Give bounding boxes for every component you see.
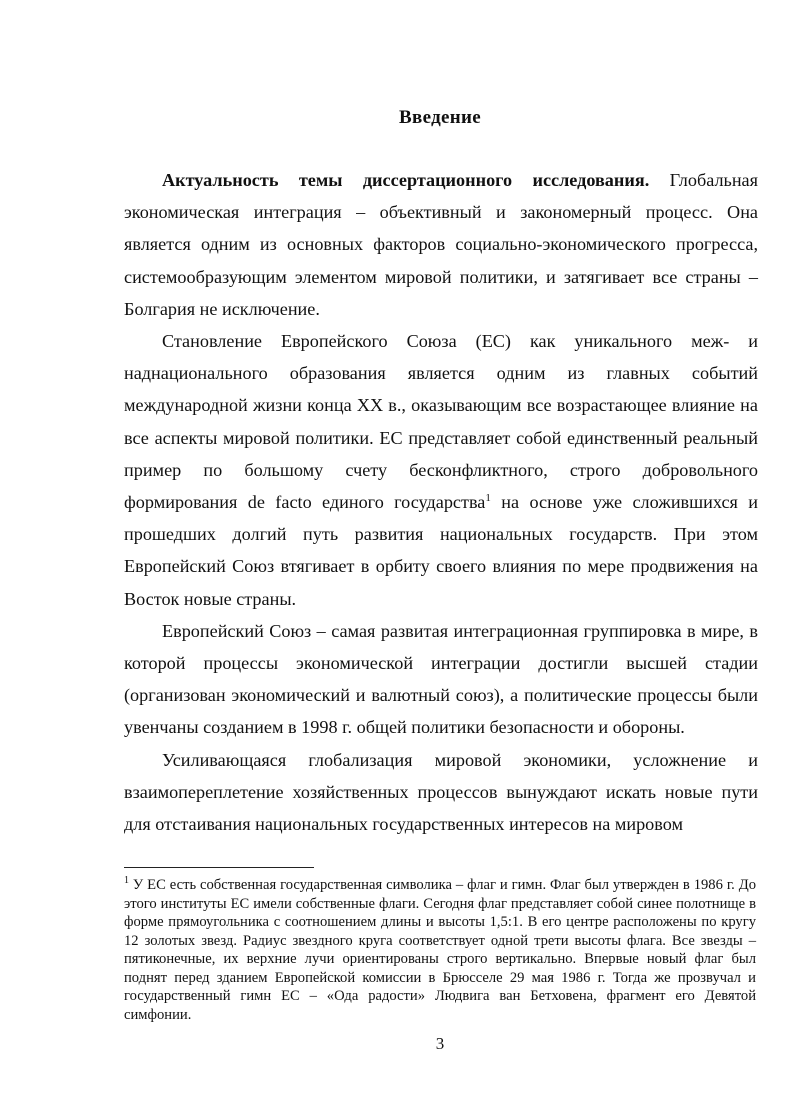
- paragraph-lead: Актуальность темы диссертационного исследования.: [162, 170, 650, 190]
- footnote-text: У ЕС есть собственная государственная символика – флаг и гимн. Флаг был утвержден в 1986 г. До этого институты ЕС имели собственные флаги. Сегодня флаг представляет собой синее полотнище в форме прямоугольника с соотношением длины и высоты 1,5:1. В его центре расположены по кругу 12 золотых звезд. Радиус звездного круга соответствует одной трети высоты флага. Все звезды – пятиконечные, их верхние лучи ориентированы строго вертикально. Впервые новый флаг был поднят перед зданием Европейской комиссии в Брюсселе 29 мая 1986 г. Тогда же прозвучал и государственный гимн ЕС – «Ода радости» Людвига ван Бетховена, фрагмент его Девятой симфонии.: [124, 877, 756, 1023]
- paragraph-eu-formation: [124, 325, 758, 615]
- footnote-reference[interactable]: 1: [485, 491, 491, 504]
- paragraph-text: Становление Европейского Союза (ЕС) как уникального меж- и наднационального образования является одним из главных событий международной жизни конца XX в., оказывающим все возрастающее влияние на все аспекты мировой политики. ЕС представляет собой единственный реальный пример по большому счету бесконфликтного, строго добровольного формирования de facto единого государства: [124, 331, 758, 513]
- paragraph-globalization: [124, 744, 758, 841]
- footnote-marker: 1: [124, 875, 129, 887]
- main-text: [124, 164, 758, 840]
- paragraph-relevance: [124, 164, 758, 325]
- paragraph-text: Глобальная экономическая интеграция – объективный и закономерный процесс. Она является одним из основных факторов социально-экономического прогресса, системообразующим элементом мировой политики, и затягивает все страны – Болгария не исключение.: [124, 170, 758, 319]
- section-title: Введение: [399, 107, 481, 128]
- page-number: 3: [435, 1034, 445, 1053]
- paragraph-eu-integration: [124, 615, 758, 744]
- footnote-separator: [124, 867, 314, 868]
- paragraph-text: Европейский Союз – самая развитая интеграционная группировка в мире, в которой процессы экономической интеграции достигли высшей стадии (организован экономический и валютный союз), а политические процессы были увенчаны созданием в 1998 г. общей политики безопасности и обороны.: [124, 620, 758, 738]
- paragraph-text: на основе уже сложившихся и прошедших долгий путь развития национальных государств. При этом Европейский Союз втягивает в орбиту своего влияния по мере продвижения на Восток новые страны.: [124, 492, 758, 609]
- footnote: [124, 876, 756, 1024]
- paragraph-text: Усиливающаяся глобализация мировой экономики, усложнение и взаимопереплетение хозяйственных процессов вынуждают искать новые пути для отстаивания национальных государственных интересов на мировом: [124, 749, 758, 835]
